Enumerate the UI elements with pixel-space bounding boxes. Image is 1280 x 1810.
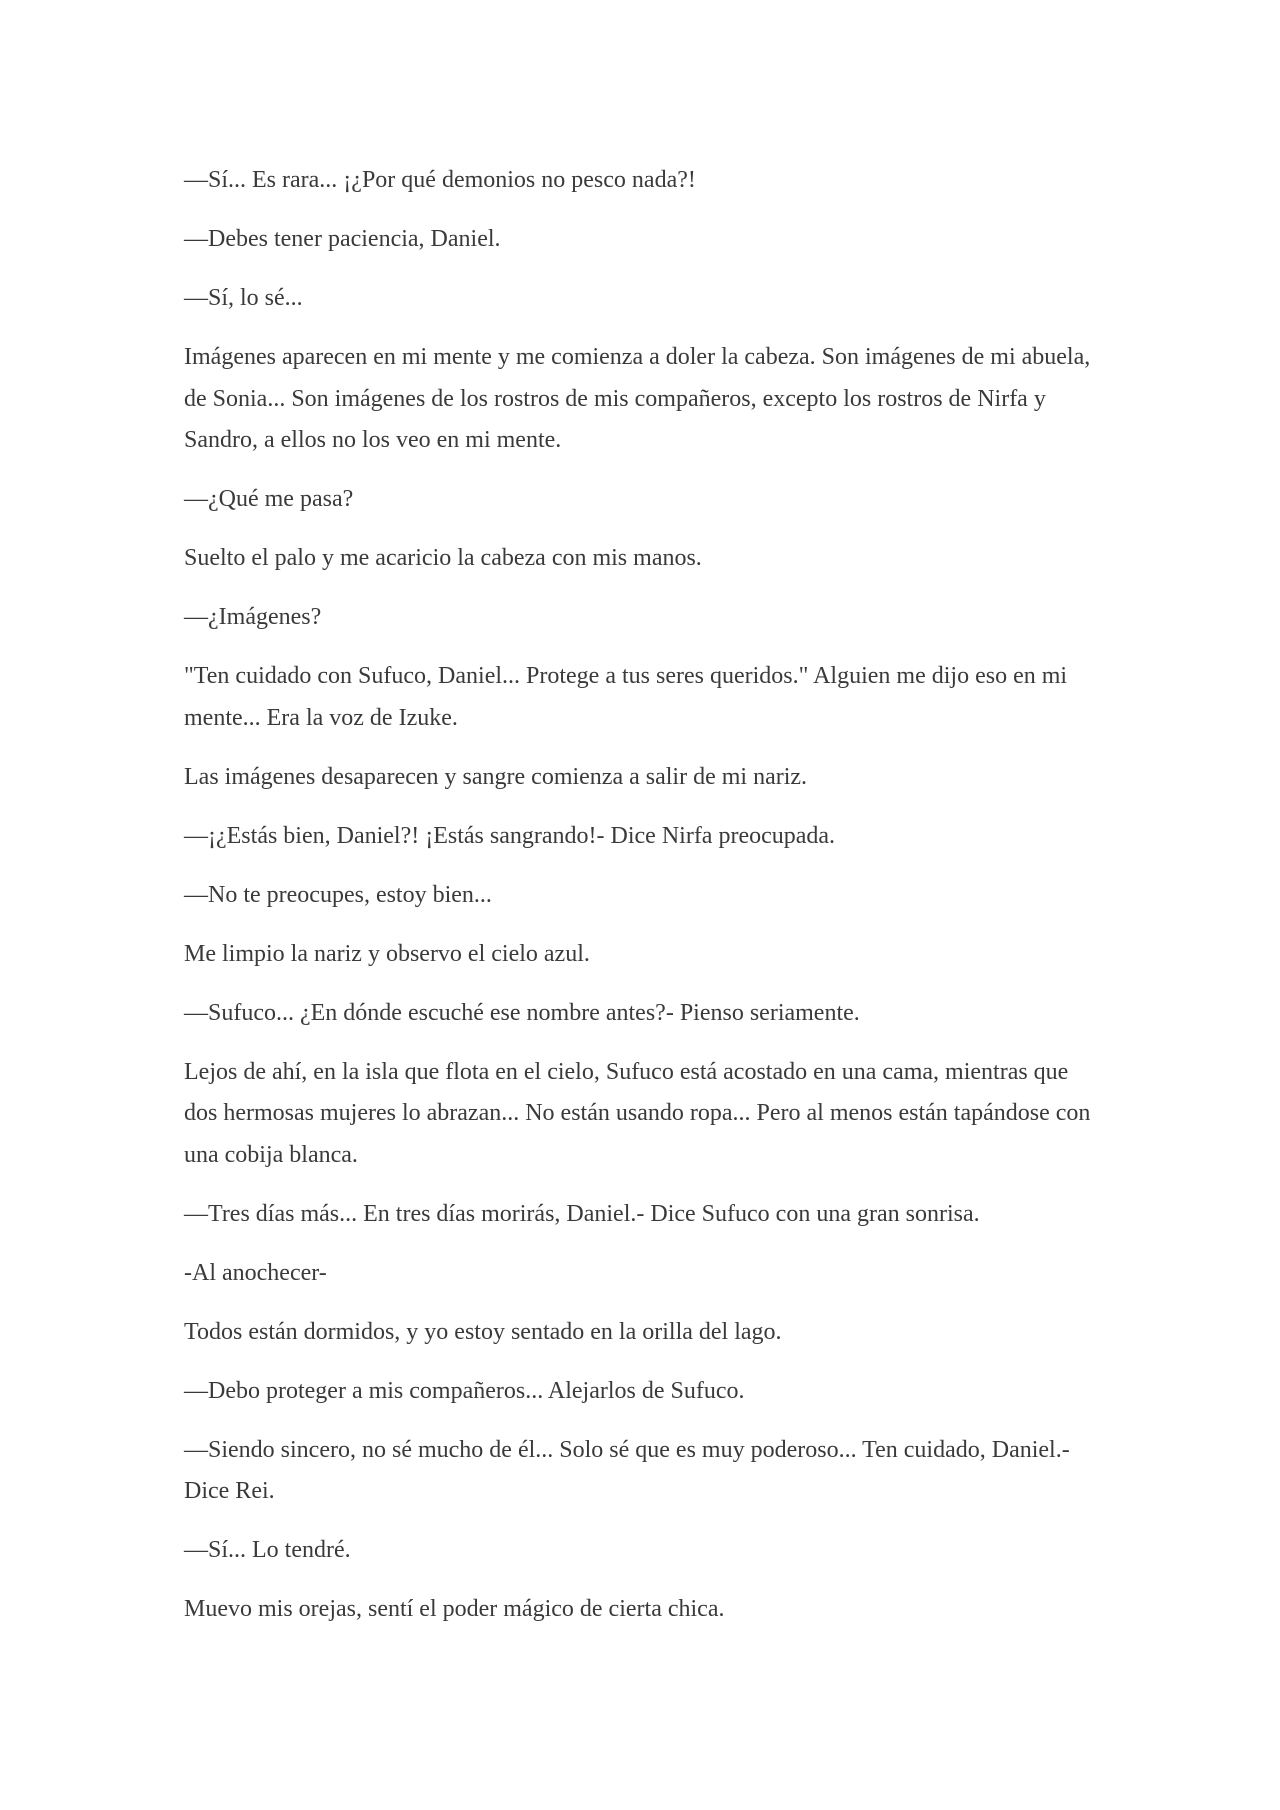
paragraph: —Sí, lo sé... [184,285,303,311]
paragraph: Me limpio la nariz y observo el cielo azul. [184,940,590,967]
paragraph: Suelto el palo y me acaricio la cabeza con mis manos. [184,545,702,571]
paragraph: —Sí... Es rara... ¡¿Por qué demonios no pesco nada?! [184,167,696,193]
paragraph: —Sí... Lo tendré. [184,1537,351,1563]
document-page [184,160,1104,1648]
paragraph: Las imágenes desaparecen y sangre comienza a salir de mi nariz. [184,763,808,790]
paragraph: Imágenes aparecen en mi mente y me comienza a doler la cabeza. Son imágenes de mi abuela, de Sonia... Son imágenes de los rostros de mis compañeros, excepto los rostros de Nirfa y Sandro, a ellos no los veo en mi mente. [184,344,1091,453]
paragraph: Muevo mis orejas, sentí el poder mágico de cierta chica. [184,1596,725,1622]
paragraph: —Debo proteger a mis compañeros... Alejarlos de Sufuco. [184,1377,745,1404]
paragraph: Todos están dormidos, y yo estoy sentado en la orilla del lago. [184,1318,782,1345]
paragraph: Lejos de ahí, en la isla que flota en el cielo, Sufuco está acostado en una cama, mientras que dos hermosas mujeres lo abrazan... No están usando ropa... Pero al menos están tapándose con una cobija blanca. [184,1058,1091,1168]
paragraph: —¡¿Estás bien, Daniel?! ¡Estás sangrando!- Dice Nirfa preocupada. [184,822,836,849]
paragraph: —Siendo sincero, no sé mucho de él... Solo sé que es muy poderoso... Ten cuidado, Daniel.- Dice Rei. [184,1436,1070,1504]
paragraph: —No te preocupes, estoy bien... [184,881,492,908]
paragraph: —¿Qué me pasa? [184,486,354,512]
paragraph: "Ten cuidado con Sufuco, Daniel... Protege a tus seres queridos." Alguien me dijo eso en mi mente... Era la voz de Izuke. [184,663,1068,731]
scene-break: -Al anochecer- [184,1259,327,1286]
paragraph: —Sufuco... ¿En dónde escuché ese nombre antes?- Pienso seriamente. [184,999,860,1026]
paragraph: —¿Imágenes? [184,604,322,630]
paragraph: —Debes tener paciencia, Daniel. [184,226,501,252]
paragraph: —Tres días más... En tres días morirás, Daniel.- Dice Sufuco con una gran sonrisa. [184,1200,980,1227]
